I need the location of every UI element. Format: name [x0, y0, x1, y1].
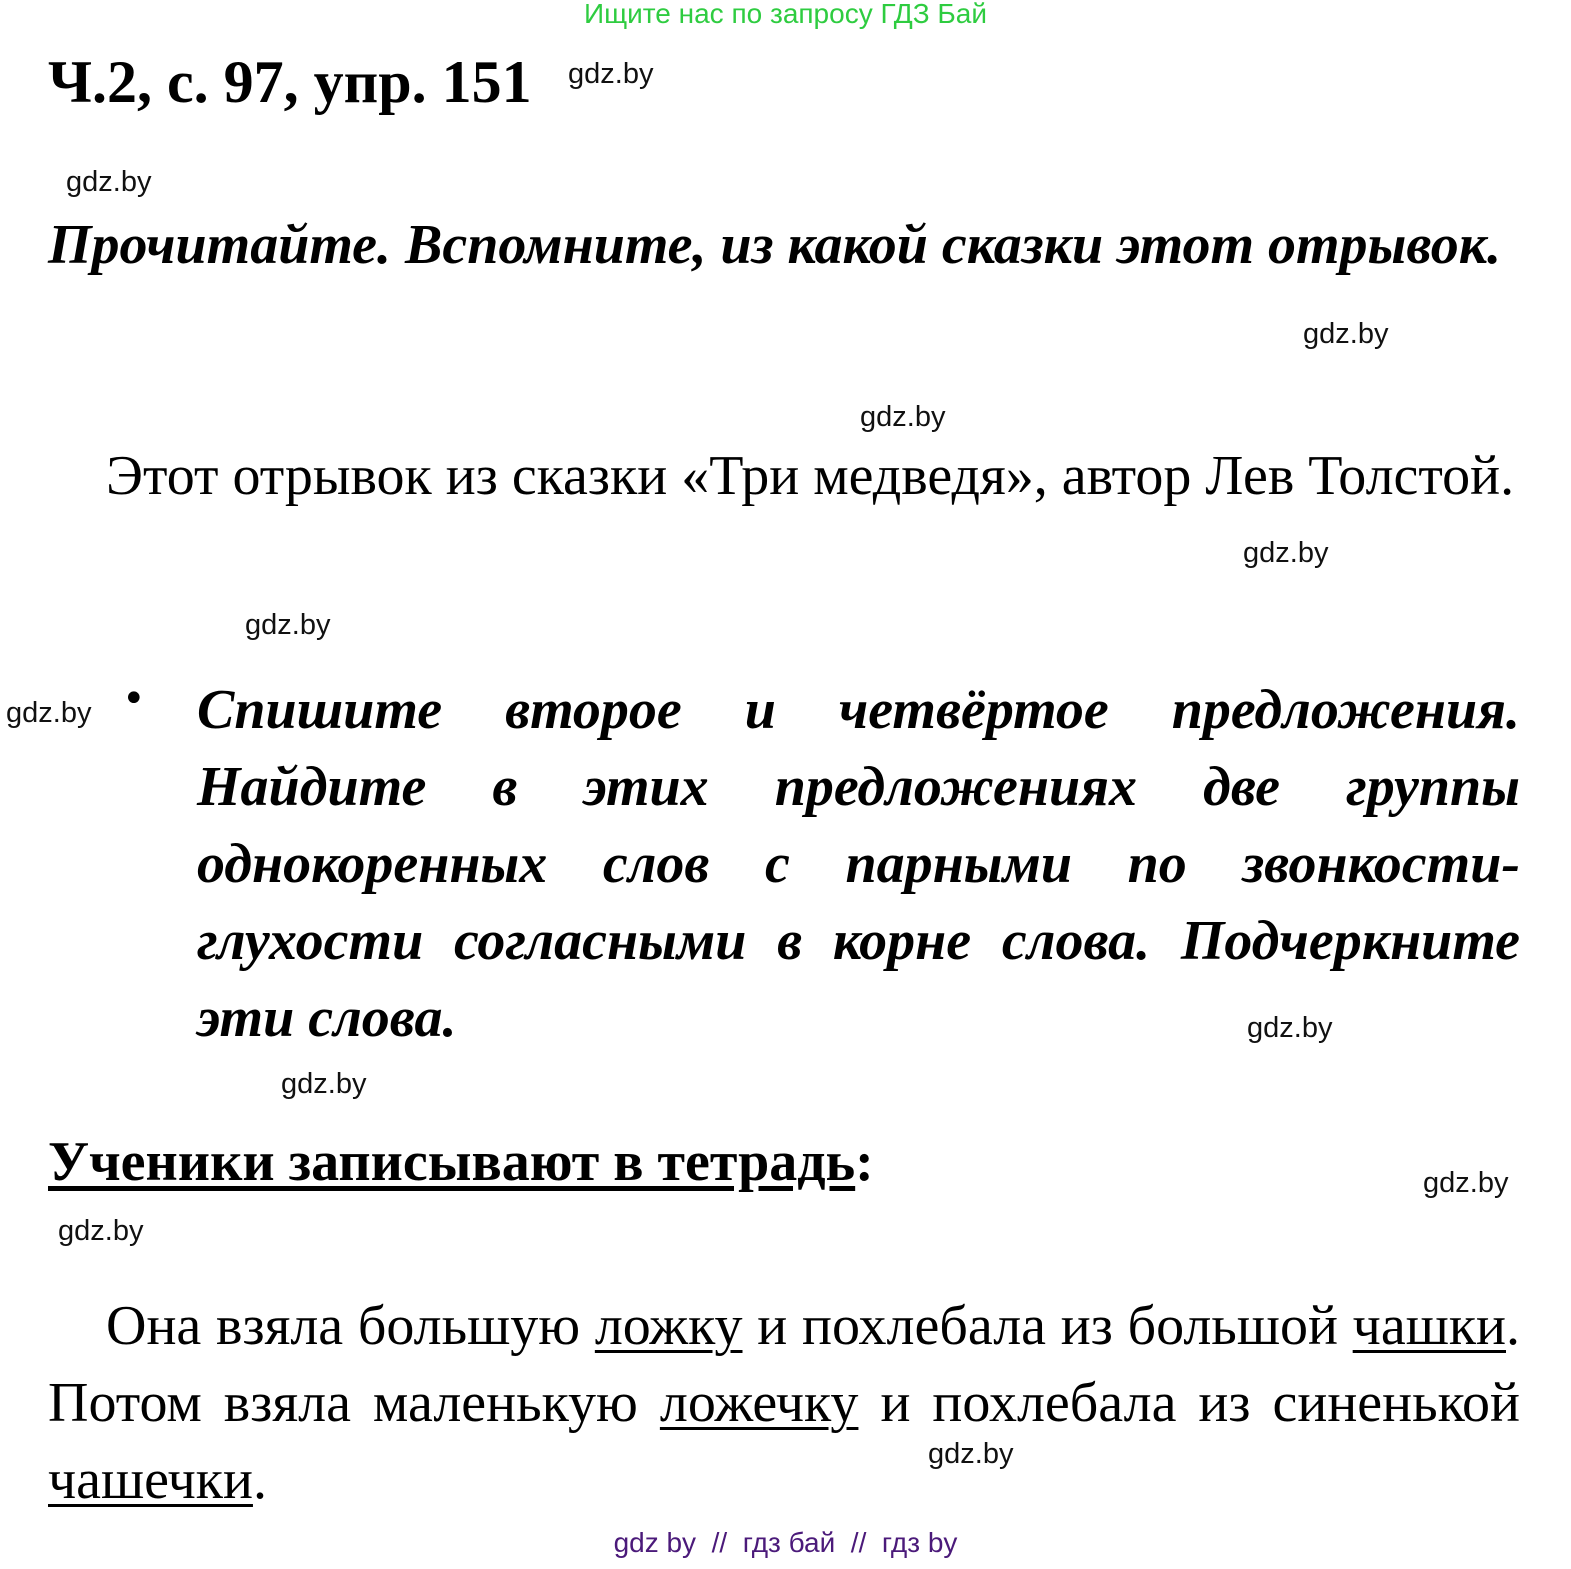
answer-fragment: и похлебала из большой: [742, 1295, 1353, 1357]
answer-fragment: Она взяла большую: [106, 1295, 595, 1357]
answer-fragment: . Потом взяла маленькую: [48, 1295, 1520, 1434]
watermark: gdz.by: [58, 1215, 144, 1247]
watermark: gdz.by: [6, 697, 92, 729]
section-heading-text: Ученики записывают в тетрадь: [48, 1131, 856, 1193]
task-instruction-1: Прочитайте. Вспомните, из какой сказки этот отрывок.: [48, 214, 1502, 276]
answer-fragment: и похлебала из синенькой: [858, 1372, 1520, 1434]
underlined-word: чашки: [1352, 1295, 1506, 1357]
underlined-word: чашечки: [48, 1449, 253, 1511]
watermark: gdz.by: [1243, 537, 1329, 569]
answer-text-1: Этот отрывок из сказки «Три медведя», автор Лев Толстой.: [106, 445, 1515, 507]
watermark: gdz.by: [1423, 1167, 1509, 1199]
bullet-icon: •: [122, 676, 146, 722]
page-title: Ч.2, с. 97, упр. 151: [48, 49, 532, 115]
underlined-word: ложку: [594, 1295, 743, 1357]
watermark: gdz.by: [568, 58, 654, 90]
watermark: gdz.by: [281, 1068, 367, 1100]
search-banner: Ищите нас по запросу ГДЗ Бай: [583, 0, 988, 29]
watermark: gdz.by: [860, 401, 946, 433]
watermark: gdz.by: [1303, 318, 1389, 350]
watermark: gdz.by: [928, 1438, 1014, 1470]
underlined-word: ложечку: [659, 1372, 859, 1434]
answer-fragment: .: [252, 1449, 267, 1511]
watermark: gdz.by: [1247, 1012, 1333, 1044]
answer-text-2: [48, 1288, 1520, 1519]
section-heading: [48, 1130, 874, 1194]
watermark: gdz.by: [245, 609, 331, 641]
footer-links: gdz by // гдз бай // гдз by: [613, 1527, 958, 1558]
watermark: gdz.by: [66, 166, 152, 198]
section-heading-colon: :: [855, 1131, 874, 1193]
task-instruction-2: Спишите второе и четвёртое предложения. Найдите в этих предложениях две группы однокоренных слов с парными по звонкости-глухости согласными в корне слова. Подчеркните эти слова.: [197, 679, 1520, 1049]
